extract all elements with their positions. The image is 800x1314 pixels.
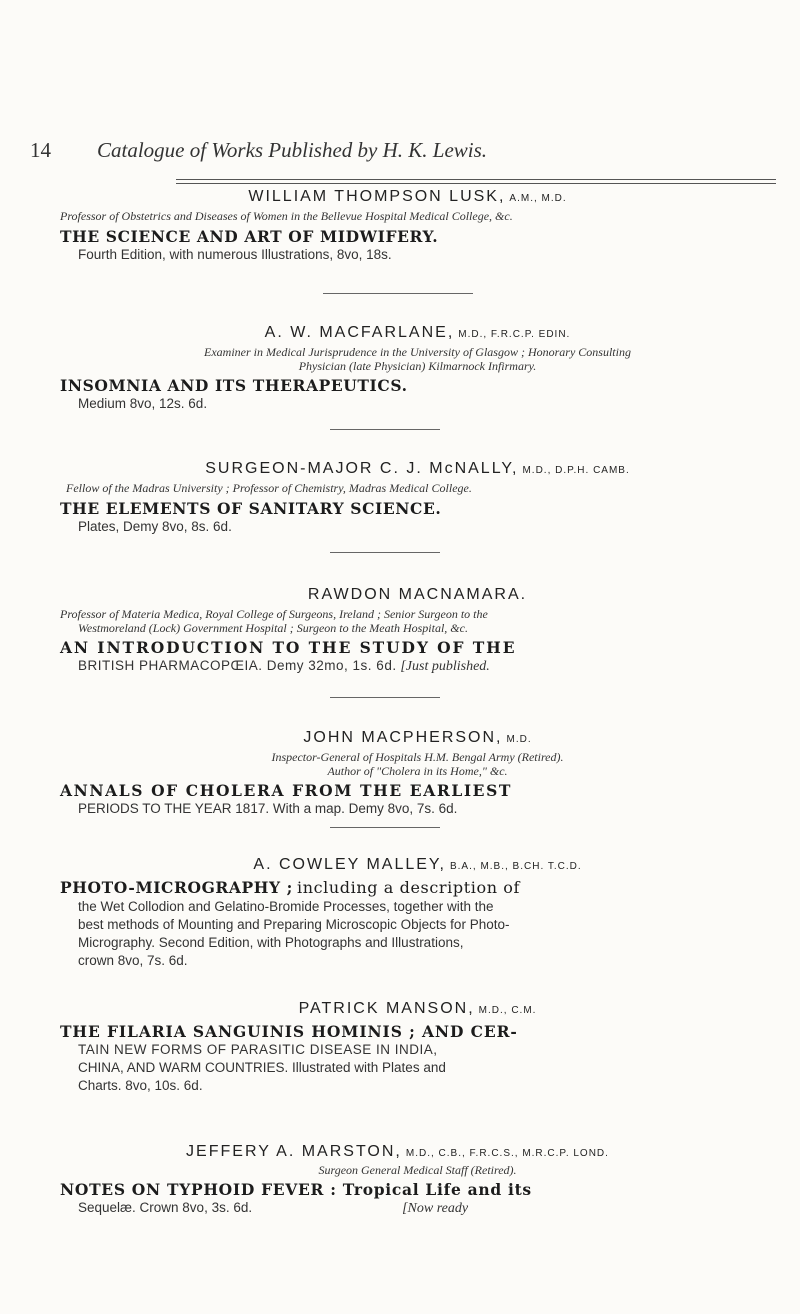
author-description: Examiner in Medical Jurisprudence in the University of Glasgow ; Honorary Consulting Physician (late Physician) Kilmarnock Infirmary. — [204, 345, 631, 373]
author-description: Surgeon General Medical Staff (Retired). — [318, 1163, 517, 1177]
author-name: A. W. MACFARLANE, M.D., F.R.C.P. EDIN. — [264, 324, 571, 341]
catalogue-entry — [60, 856, 775, 970]
catalogue-entry — [60, 1000, 775, 1095]
book-details: Sequelæ. Crown 8vo, 3s. 6d. [Now ready — [78, 1200, 469, 1216]
author-name: JOHN MACPHERSON, M.D. — [303, 729, 532, 746]
header-double-rule — [176, 179, 776, 184]
book-details: TAIN NEW FORMS OF PARASITIC DISEASE IN INDIA, CHINA, AND WARM COUNTRIES. Illustrated with Plates and Charts. 8vo, 10s. 6d. — [78, 1042, 446, 1093]
book-details: Fourth Edition, with numerous Illustrations, 8vo, 18s. — [78, 247, 392, 262]
author-description: Professor of Materia Medica, Royal College of Surgeons, Ireland ; Senior Surgeon to the Westmoreland (Lock) Government Hospital ; Surgeon to the Meath Hospital, &c. — [60, 607, 488, 635]
publication-note: [Now ready — [402, 1201, 469, 1216]
book-details: Medium 8vo, 12s. 6d. — [78, 396, 208, 411]
author-description: Inspector-General of Hospitals H.M. Bengal Army (Retired). Author of "Cholera in its Home," &c. — [271, 750, 564, 778]
author-description: Professor of Obstetrics and Diseases of Women in the Bellevue Hospital Medical College, &c. — [60, 209, 513, 223]
author-name: A. COWLEY MALLEY, B.A., M.B., B.CH. T.C.D. — [253, 856, 582, 873]
book-title: ANNALS OF CHOLERA FROM THE EARLIEST — [60, 781, 513, 800]
author-name: RAWDON MACNAMARA. — [307, 586, 528, 603]
book-title: AN INTRODUCTION TO THE STUDY OF THE — [60, 638, 517, 657]
book-details: Plates, Demy 8vo, 8s. 6d. — [78, 519, 232, 534]
book-details: BRITISH PHARMACOPŒIA. Demy 32mo, 1s. 6d. [Just published. — [78, 658, 490, 674]
catalogue-entry — [60, 729, 775, 818]
catalogue-entry — [60, 586, 775, 676]
book-title: PHOTO-MICROGRAPHY ; — [60, 878, 293, 897]
book-details: PERIODS TO THE YEAR 1817. With a map. Demy 8vo, 7s. 6d. — [78, 801, 458, 816]
book-subtitle: including a description of — [297, 878, 521, 897]
author-name: PATRICK MANSON, M.D., C.M. — [298, 1000, 537, 1017]
book-title: THE SCIENCE AND ART OF MIDWIFERY. — [60, 227, 439, 246]
separator-rule — [330, 697, 440, 698]
separator-rule — [330, 552, 440, 553]
author-name: JEFFERY A. MARSTON, M.D., C.B., F.R.C.S., M.R.C.P. LOND. — [186, 1143, 609, 1160]
page-number: 14 — [30, 138, 51, 162]
author-name: SURGEON-MAJOR C. J. McNALLY, M.D., D.P.H. CAMB. — [205, 460, 630, 477]
author-name: WILLIAM THOMPSON LUSK, A.M., M.D. — [248, 188, 567, 205]
separator-rule — [330, 827, 440, 828]
book-title: INSOMNIA AND ITS THERAPEUTICS. — [60, 376, 408, 395]
book-title: NOTES ON TYPHOID FEVER : Tropical Life and its — [60, 1180, 532, 1199]
publication-note: [Just published. — [400, 659, 490, 674]
catalogue-entry — [60, 1143, 775, 1218]
author-description: Fellow of the Madras University ; Professor of Chemistry, Madras Medical College. — [66, 481, 472, 495]
book-title-line — [60, 878, 775, 898]
separator-rule — [323, 293, 473, 294]
book-details: the Wet Collodion and Gelatino-Bromide Processes, together with the best methods of Mounting and Preparing Microscopic Objects for Photo- Micrography. Second Edition, with Photographs and Illustrations, crown 8vo, 7s. 6d. — [78, 899, 510, 968]
running-title: Catalogue of Works Published by H. K. Lewis. — [97, 138, 488, 162]
separator-rule — [330, 429, 440, 430]
catalogue-entry — [60, 188, 775, 264]
page-header — [30, 138, 770, 163]
book-title: THE FILARIA SANGUINIS HOMINIS ; AND CER- — [60, 1022, 518, 1041]
catalogue-entry — [60, 324, 775, 413]
catalogue-entry — [60, 460, 775, 536]
book-title: THE ELEMENTS OF SANITARY SCIENCE. — [60, 499, 442, 518]
